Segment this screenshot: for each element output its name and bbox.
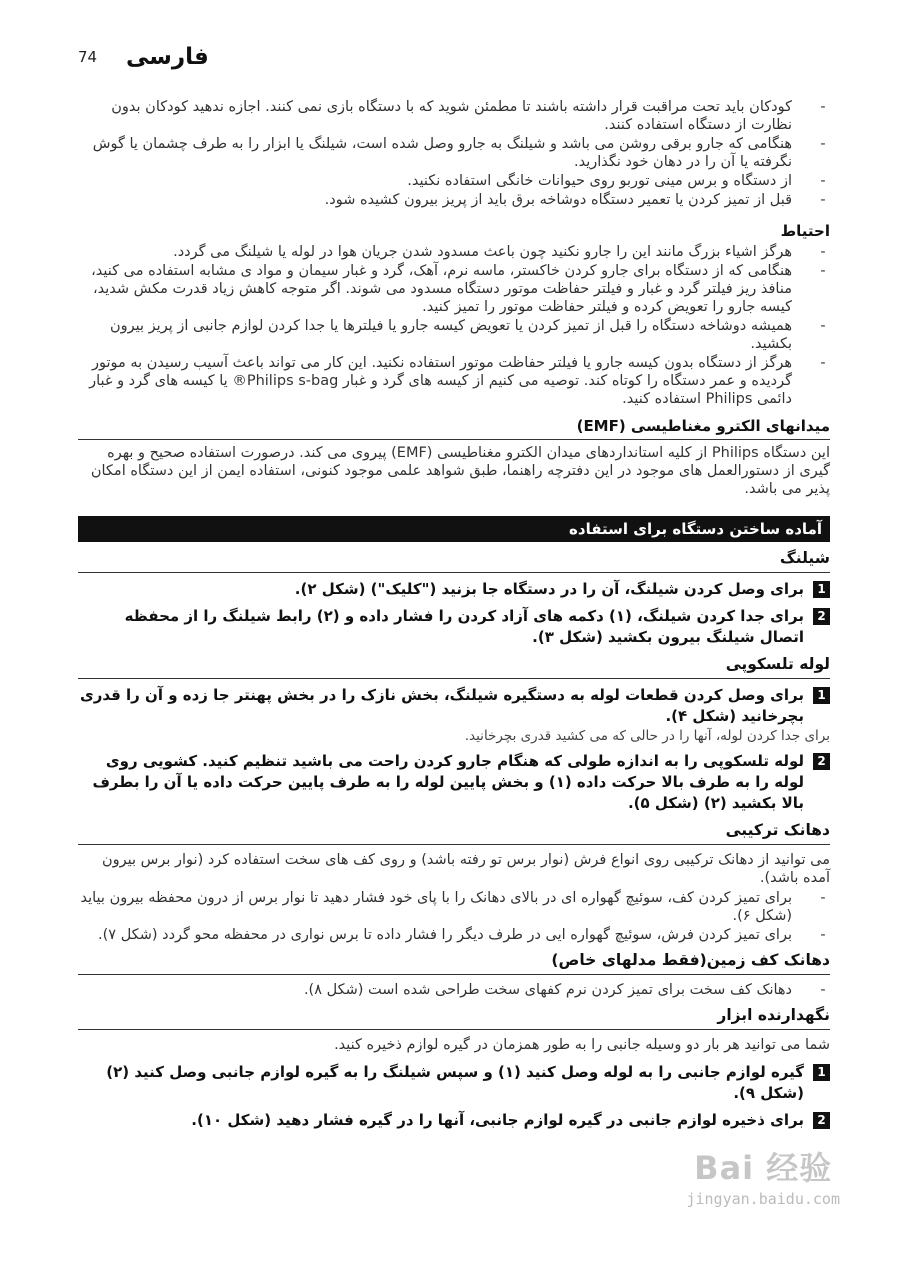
holder-paragraph: شما می توانید هر بار دو وسیله جانبی را به طور همزمان در گیره لوازم ذخیره کنید. [334, 1037, 830, 1053]
hose-step-1: 1 برای وصل کردن شیلنگ، آن را در دستگاه جا بزنید ("کلیک") (شکل ۲). [78, 579, 830, 600]
holder-step-1: 1 گیره لوازم جانبی را به لوله وصل کنید (۱) و سپس شیلنگ را به گیره لوازم جانبی وصل کنید (۲) (شکل ۹). [78, 1062, 830, 1104]
step-number: 1 [813, 687, 830, 704]
emf-paragraph: این دستگاه Philips از کلیه استانداردهای میدان الکترو مغناطیسی (EMF) پیروی می کند. درصورت استفاده صحیح و بهره گیری از دستورالعمل های موجود در این دفترچه راهنما، طبق شواهد علمی موجود کنونی، استفاده ایمن از این دستگاه امکان پذیر می باشد. [90, 445, 830, 497]
tube-heading: لوله تلسکوپی [78, 654, 830, 679]
hose-step-2: 2 برای جدا کردن شیلنگ، (۱) دکمه های آزاد کردن را فشار داده و (۲) رابط شیلنگ را از محفظه اتصال شیلنگ بیرون بکشید (شکل ۳). [78, 606, 830, 648]
holder-step-2: 2 برای ذخیره لوازم جانبی در گیره لوازم جانبی، آنها را در گیره فشار دهید (شکل ۱۰). [78, 1110, 830, 1131]
list-item: - هنگامی که جارو برقی روشن می باشد و شیلنگ به جارو وصل شده است، شیلنگ یا ابزار را به طرف چشمان یا گوش نگرفته یا آن را در دهان خود نگذارید. [92, 136, 826, 170]
list-item: - برای تمیز کردن کف، سوئیچ گهواره ای در بالای دهانک را با پای خود فشار دهید تا نوار برس از درون محفظه بیرون بیاید (شکل ۶). [80, 890, 826, 924]
step-number: 2 [813, 753, 830, 770]
list-item: - کودکان باید تحت مراقبت قرار داشته باشند تا مطمئن شوید که با دستگاه بازی نمی کنند. اجازه ندهید کودکان بدون نظارت از دستگاه استفاده کنند. [111, 99, 826, 133]
list-item: - برای تمیز کردن فرش، سوئیچ گهواره ایی در طرف دیگر را فشار داده تا برس نواری در محفظه محو گردد (شکل ۷). [98, 927, 826, 943]
hard-floor-list [78, 981, 830, 999]
caution-list [78, 243, 830, 408]
list-item: - هنگامی که از دستگاه برای جارو کردن خاکستر، ماسه نرم، آهک، گرد و غبار سیمان و مواد ی مشابه استفاده می کنید، منافذ ریز فیلتر گرد و غبار و فیلتر حفاظت موتور دستگاه مسدود می شوند. اگر متوجه کاهش زیاد قدرت مکش شدید، کیسه جارو را تعویض کرده و فیلتر حفاظت موتور را تمیز کنید. [91, 263, 826, 315]
watermark-logo: Bai 经验 [694, 1149, 833, 1187]
hard-floor-heading: دهانک کف زمین(فقط مدلهای خاص) [78, 950, 830, 975]
hose-heading: شیلنگ [78, 548, 830, 573]
emf-heading: میدانهای الکترو مغناطیسی (EMF) [78, 416, 830, 440]
baidu-watermark [686, 1148, 840, 1208]
nozzle-list [78, 889, 830, 944]
tube-step-1: 1 برای وصل کردن قطعات لوله به دستگیره شیلنگ، بخش نازک را در بخش پهنتر جا زده و آن را قدری بچرخانید (شکل ۴). [78, 685, 830, 727]
list-item: - دهانک کف سخت برای تمیز کردن نرم کفهای سخت طراحی شده است (شکل ۸). [303, 982, 826, 998]
step-number: 1 [813, 1064, 830, 1081]
nozzle-heading: دهانک ترکیبی [78, 820, 830, 845]
step-number: 1 [813, 581, 830, 598]
list-item: - قبل از تمیز کردن یا تعمیر دستگاه دوشاخه برق باید از پریز بیرون کشیده شود. [324, 192, 826, 208]
watermark-url: jingyan.baidu.com [686, 1190, 840, 1208]
tube-step-note: برای جدا کردن لوله، آنها را در حالی که می کشید قدری بچرخانید. [464, 728, 830, 744]
list-item: - از دستگاه و برس مینی توربو روی حیوانات خانگی استفاده نکنید. [407, 173, 826, 189]
page-header [78, 44, 824, 76]
holder-heading: نگهدارنده ابزار [78, 1005, 830, 1030]
page-content [78, 98, 830, 1137]
list-item: - همیشه دوشاخه دستگاه را قبل از تمیز کردن یا تعویض کیسه جارو یا فیلترها یا جدا کردن لوازم جانبی از پریز بیرون بکشید. [109, 318, 826, 352]
caution-heading: احتیاط [780, 222, 830, 240]
section-banner: آماده ساختن دستگاه برای استفاده [78, 516, 830, 542]
step-number: 2 [813, 1112, 830, 1129]
list-item: - هرگز اشیاء بزرگ مانند این را جارو نکنید چون باعث مسدود شدن جریان هوا در لوله یا شیلنگ می گردد. [173, 244, 826, 260]
language-title: فارسی [126, 44, 209, 70]
step-number: 2 [813, 608, 830, 625]
safety-list [78, 98, 830, 209]
nozzle-paragraph: می توانید از دهانک ترکیبی روی انواع فرش (نوار برس تو رفته باشد) و روی کف های سخت استفاده کرد (نوار برس بیرون آمده باشد). [102, 852, 830, 886]
tube-step-2: 2 لوله تلسکوپی را به اندازه طولی که هنگام جارو کردن راحت می باشید تنظیم کنید. کشویی روی لوله را به طرف بالا حرکت داده (۱) و بخش پایین لوله را به طرف پایین حرکت داده یا آن را بطرف بالا بکشید (۲) (شکل ۵). [78, 751, 830, 814]
list-item: - هرگز از دستگاه بدون کیسه جارو یا فیلتر حفاظت موتور استفاده نکنید. این کار می تواند باعث آسیب رسیدن به موتور گردیده و عمر دستگاه را کوتاه کند. توصیه می کنیم از کیسه های گرد و غبار Philips s-bag® یا کیسه های گرد و غبار دائمی Philips استفاده کنید. [89, 355, 826, 407]
page-number: 74 [78, 48, 98, 66]
